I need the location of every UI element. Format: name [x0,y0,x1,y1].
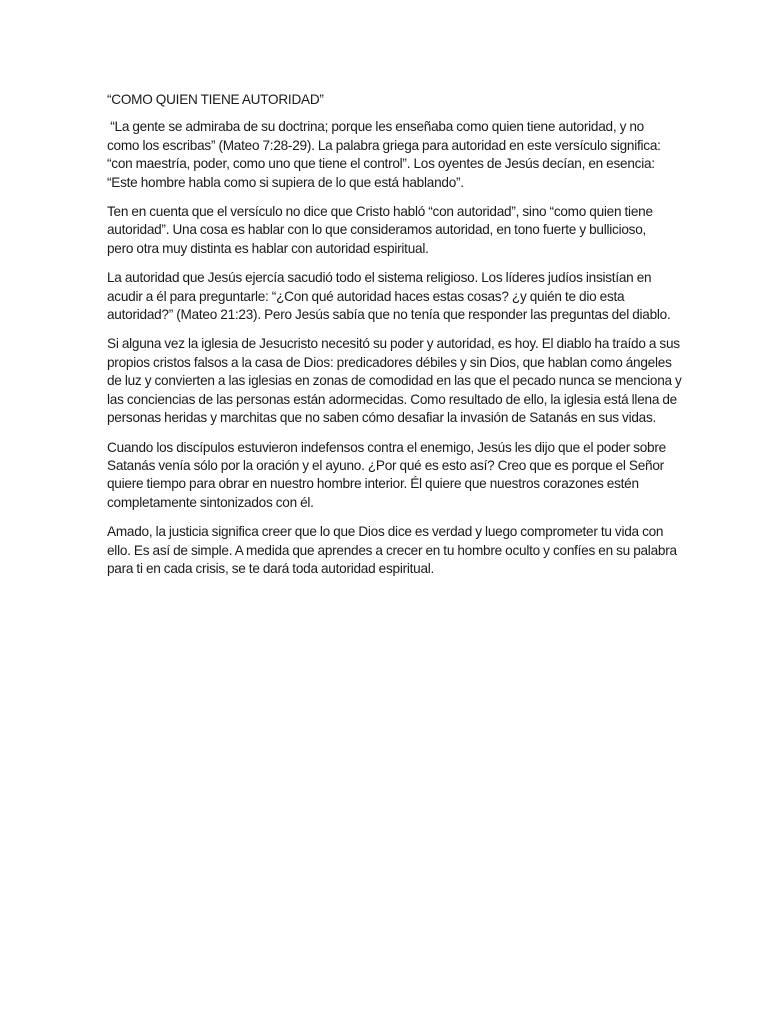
paragraph-line: Amado, la justicia significa creer que lo que Dios dice es verdad y luego comprometer tu vida con [107,524,664,540]
paragraph-line: Si alguna vez la iglesia de Jesucristo necesitó su poder y autoridad, es hoy. El diablo ha traído a sus [107,336,680,352]
paragraph-line: La autoridad que Jesús ejercía sacudió todo el sistema religioso. Los líderes judíos insistían en [107,270,652,286]
paragraph-6 [107,523,677,578]
paragraph-line: “Este hombre habla como si supiera de lo que está hablando”. [107,174,464,190]
paragraph-line: ello. Es así de simple. A medida que aprendes a crecer en tu hombre oculto y confíes en su palabra [107,542,677,558]
paragraph-3 [107,269,671,324]
paragraph-line: Cuando los discípulos estuvieron indefensos contra el enemigo, Jesús les dijo que el poder sobre [107,439,666,455]
paragraph-line: “con maestría, poder, como uno que tiene el control”. Los oyentes de Jesús decían, en esencia: [107,156,655,172]
paragraph-line: autoridad?” (Mateo 21:23). Pero Jesús sabía que no tenía que responder las preguntas del diablo. [107,307,671,323]
paragraph-line: Ten en cuenta que el versículo no dice que Cristo habló “con autoridad”, sino “como quien tiene [107,204,653,220]
paragraph-line: “La gente se admiraba de su doctrina; porque les enseñaba como quien tiene autoridad, y no [107,119,644,135]
document-title: “COMO QUIEN TIENE AUTORIDAD” [107,92,324,107]
paragraph-line: Satanás venía sólo por la oración y el ayuno. ¿Por qué es esto así? Creo que es porque el Señor [107,457,664,473]
paragraph-line: personas heridas y marchitas que no saben cómo desafiar la invasión de Satanás en sus vidas. [107,410,657,426]
paragraph-line: autoridad”. Una cosa es hablar con lo que consideramos autoridad, en tono fuerte y bullicioso, [107,222,647,238]
paragraph-line: las conciencias de las personas están adormecidas. Como resultado de ello, la iglesia está llena de [107,391,677,407]
paragraph-2 [107,203,664,258]
paragraph-1 [107,118,664,192]
paragraph-line: para ti en cada crisis, se te dará toda autoridad espiritual. [107,560,435,576]
paragraph-line: acudir a él para preguntarle: “¿Con qué autoridad haces estas cosas? ¿y quién te dio esta [107,288,625,304]
paragraph-line: de luz y convierten a las iglesias en zonas de comodidad en las que el pecado nunca se menciona y [107,373,682,389]
paragraph-line: propios cristos falsos a la casa de Dios: predicadores débiles y sin Dios, que hablan como ángeles [107,354,672,370]
paragraph-4 [107,335,682,427]
paragraph-line: quiere tiempo para obrar en nuestro hombre interior. Él quiere que nuestros corazones estén [107,476,639,492]
paragraph-line: completamente sintonizados con él. [107,494,314,510]
paragraph-line: pero otra muy distinta es hablar con autoridad espiritual. [107,240,429,256]
paragraph-line: como los escribas” (Mateo 7:28-29). La palabra griega para autoridad en este versículo significa: [107,137,661,153]
paragraph-5 [107,439,664,513]
